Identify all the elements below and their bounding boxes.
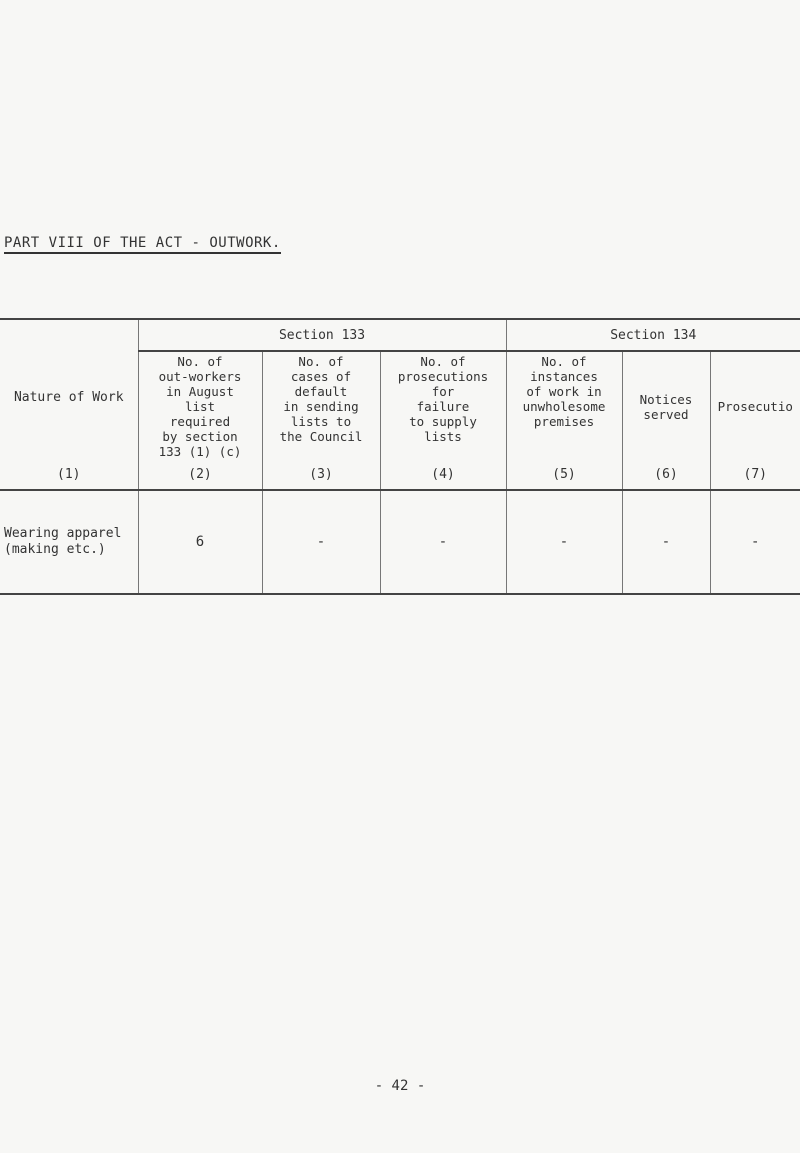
col-number-5: (5): [506, 459, 622, 490]
value-cell-3: -: [262, 490, 380, 594]
column-number-row: [0, 459, 800, 490]
col-number-7: (7): [710, 459, 800, 490]
col-header-1: Nature of Work: [13, 389, 124, 405]
outwork-table: [0, 318, 800, 595]
col-number-3: (3): [262, 459, 380, 490]
value-cell-6: -: [622, 490, 710, 594]
section-133-header: Section 133: [138, 319, 506, 351]
page-heading: PART VIII OF THE ACT - OUTWORK.: [4, 235, 281, 254]
col-header-6: Notices served: [622, 351, 710, 459]
value-cell-4: -: [380, 490, 506, 594]
value-cell-5: -: [506, 490, 622, 594]
col-header-2: No. of out-workers in August list required by section 133 (1) (c): [138, 351, 262, 459]
col-number-1: (1): [57, 466, 81, 482]
value-cell-7: -: [710, 490, 800, 594]
nature-of-work-cell: Wearing apparel (making etc.): [0, 490, 138, 594]
col-number-4: (4): [380, 459, 506, 490]
col-header-5: No. of instances of work in unwholesome premises: [506, 351, 622, 459]
col-number-6: (6): [622, 459, 710, 490]
page-number: - 42 -: [374, 1078, 426, 1094]
table-row: [0, 490, 800, 594]
col-number-2: (2): [138, 459, 262, 490]
col-header-4: No. of prosecutions for failure to supply lists: [380, 351, 506, 459]
col-header-3: No. of cases of default in sending lists to the Council: [262, 351, 380, 459]
nature-of-work-header: [0, 319, 138, 459]
value-cell-2: 6: [138, 490, 262, 594]
section-header-row: [0, 319, 800, 351]
section-134-header: Section 134: [506, 319, 800, 351]
col-header-7: Prosecutio: [710, 351, 800, 459]
